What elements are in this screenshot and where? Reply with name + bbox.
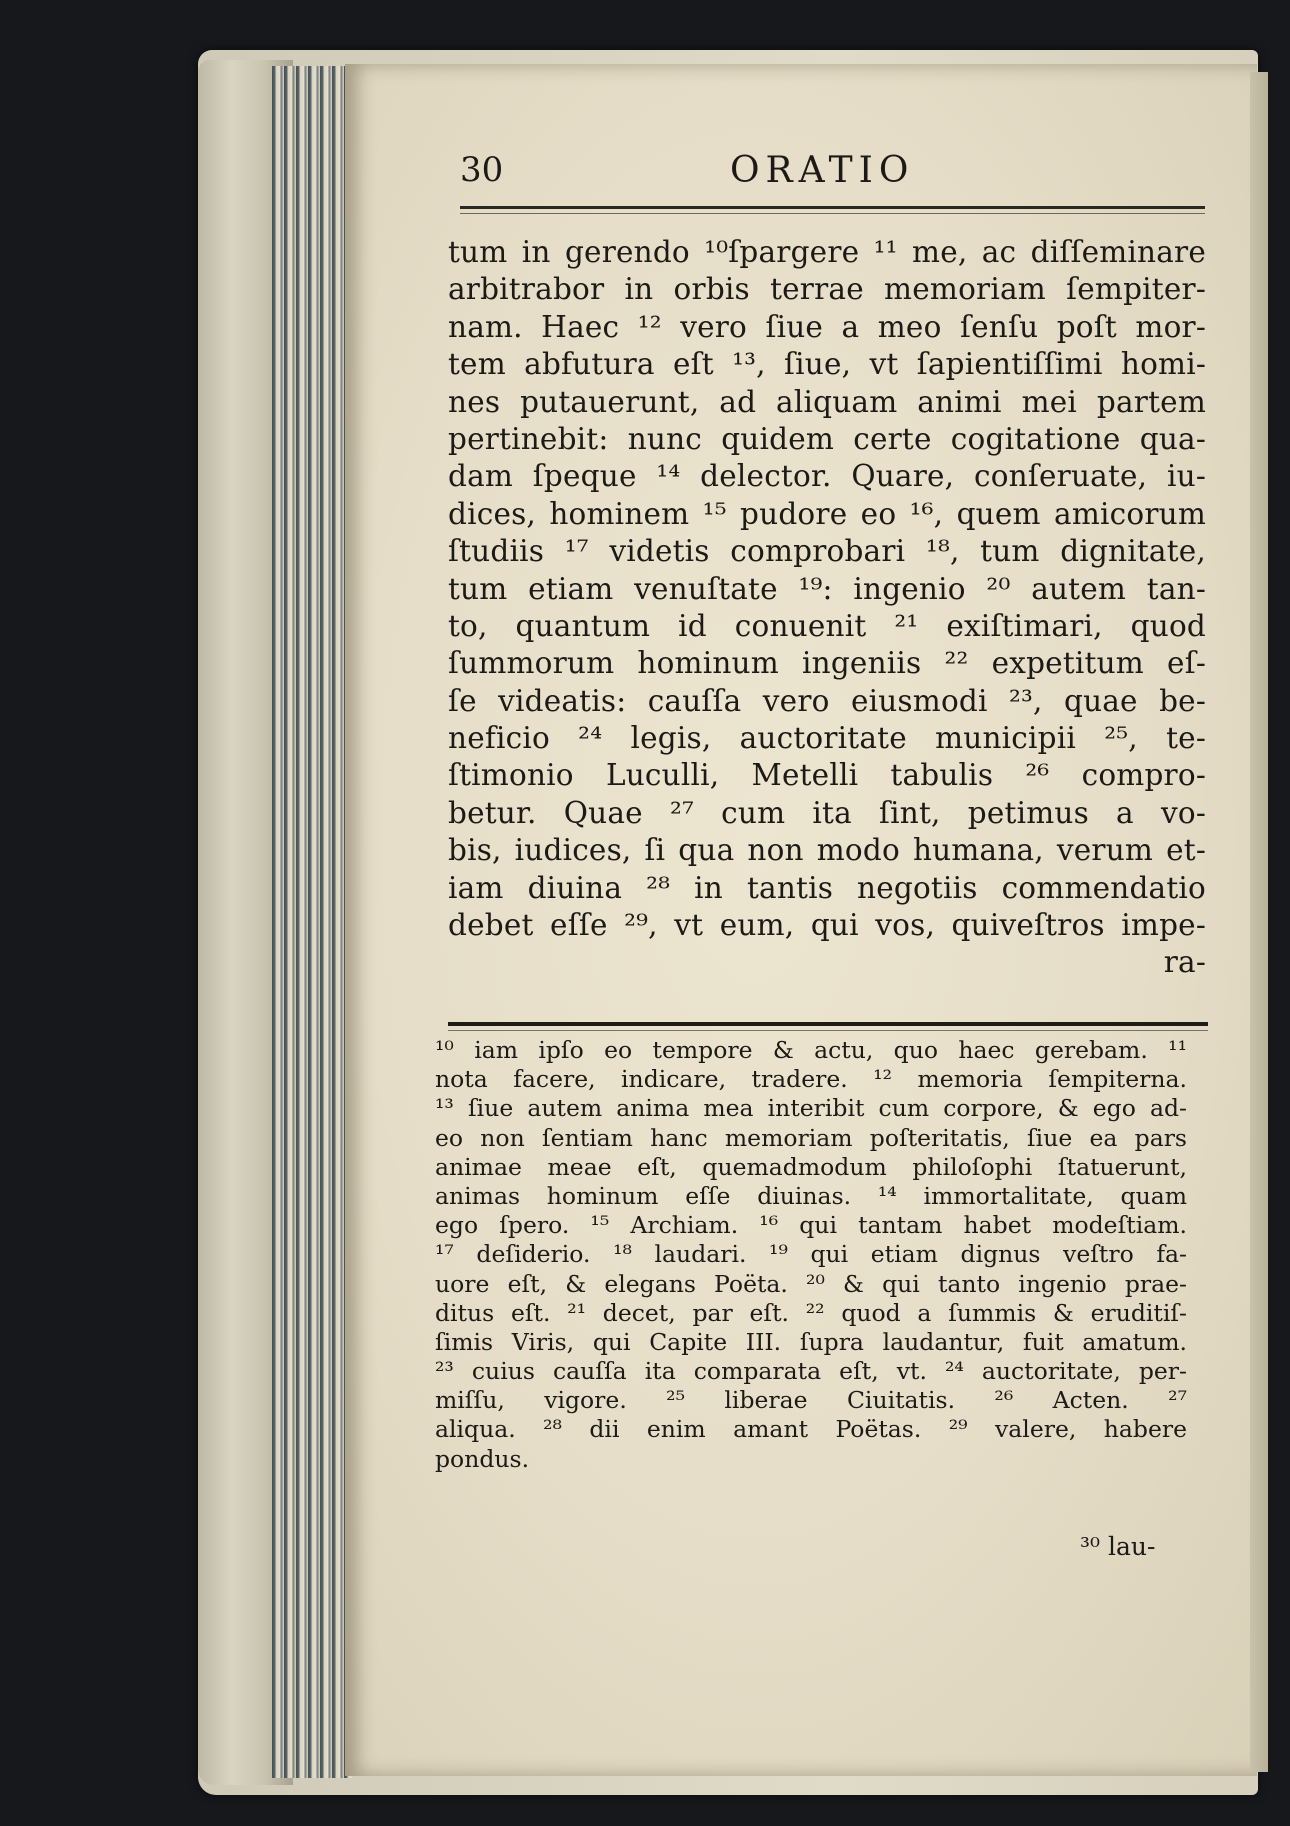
footnote-line: animae meae eſt, quemadmodum philoſophi ſtatuerunt, <box>435 1152 1187 1181</box>
body-line: ſtimonio Luculli, Metelli tabulis ²⁶ compro- <box>448 758 1206 793</box>
body-line: bis, iudices, ſi qua non modo humana, verum et- <box>448 833 1206 868</box>
body-line: tem abfutura eſt ¹³, ſiue, vt ſapientiſſimi homi- <box>448 347 1206 382</box>
page-right-edge <box>1250 72 1268 1772</box>
body-line: debet eſſe ²⁹, vt eum, qui vos, quiveſtros impe- <box>448 908 1206 943</box>
footnote-line: uore eſt, & elegans Poëta. ²⁰ & qui tanto ingenio prae- <box>435 1269 1187 1298</box>
footnote-rule <box>448 1022 1208 1026</box>
page-number: 30 <box>460 150 504 190</box>
body-line: ſtudiis ¹⁷ videtis comprobari ¹⁸, tum dignitate, <box>448 534 1206 569</box>
body-line: nes putauerunt, ad aliquam animi mei partem <box>448 384 1206 419</box>
body-line: iam diuina ²⁸ in tantis negotiis commendatio <box>448 870 1206 905</box>
body-line: ſummorum hominum ingeniis ²² expetitum eſ- <box>448 646 1206 681</box>
footnote-line: animas hominum eſſe diuinas. ¹⁴ immortalitate, quam <box>435 1181 1187 1210</box>
header-rule-thin <box>460 213 1205 214</box>
footnote-line: miſſu, vigore. ²⁵ liberae Ciuitatis. ²⁶ Acten. ²⁷ <box>435 1386 1187 1415</box>
footnote-line: nota facere, indicare, tradere. ¹² memoria ſempiterna. <box>435 1065 1187 1094</box>
body-line: neficio ²⁴ legis, auctoritate municipii ²⁵, te- <box>448 721 1206 756</box>
footnote-line: ego ſpero. ¹⁵ Archiam. ¹⁶ qui tantam habet modeſtiam. <box>435 1211 1187 1240</box>
body-line: ra- <box>1163 945 1206 980</box>
page-edges <box>272 66 352 1778</box>
body-text <box>448 234 1206 982</box>
body-line: nam. Haec ¹² vero ſiue a meo ſenſu poſt mor- <box>448 309 1206 344</box>
catchword: ³⁰ lau- <box>1080 1532 1156 1561</box>
body-line: dices, hominem ¹⁵ pudore eo ¹⁶, quem amicorum <box>448 496 1206 531</box>
footnote-line: ¹³ ſiue autem anima mea interibit cum corpore, & ego ad- <box>435 1094 1187 1123</box>
header-rule <box>460 206 1205 209</box>
body-line: tum etiam venuſtate ¹⁹: ingenio ²⁰ autem tan- <box>448 571 1206 606</box>
footnote-line: pondus. <box>435 1444 530 1473</box>
footnote-line: ¹⁰ iam ipſo eo tempore & actu, quo haec gerebam. ¹¹ <box>435 1036 1187 1064</box>
footnote-rule-thin <box>448 1030 1208 1031</box>
footnote-line: ²³ cuius cauſſa ita comparata eſt, vt. ²⁴ auctoritate, per- <box>435 1357 1187 1386</box>
body-line: to, quantum id conuenit ²¹ exiſtimari, quod <box>448 608 1206 643</box>
footnote-line: ſimis Viris, qui Capite III. ſupra laudantur, fuit amatum. <box>435 1327 1187 1356</box>
footnote-line: eo non ſentiam hanc memoriam poſteritatis, ſiue ea pars <box>435 1123 1187 1152</box>
body-line: ſe videatis: cauſſa vero eiusmodi ²³, quae be- <box>448 683 1206 718</box>
body-line: arbitrabor in orbis terrae memoriam ſempiter- <box>448 272 1206 307</box>
body-line: pertinebit: nunc quidem certe cogitatione qua- <box>448 421 1206 456</box>
body-line: tum in gerendo ¹⁰ſpargere ¹¹ me, ac diſſeminare <box>448 235 1206 269</box>
body-line: dam ſpeque ¹⁴ delector. Quare, conſeruate, iu- <box>448 459 1206 494</box>
footnote-line: ditus eſt. ²¹ decet, par eſt. ²² quod a ſummis & eruditiſ- <box>435 1298 1187 1327</box>
footnote-line: aliqua. ²⁸ dii enim amant Poëtas. ²⁹ valere, habere <box>435 1415 1187 1444</box>
footnote-line: ¹⁷ deſiderio. ¹⁸ laudari. ¹⁹ qui etiam dignus veſtro fa- <box>435 1240 1187 1269</box>
footnotes <box>435 1036 1187 1474</box>
body-line: betur. Quae ²⁷ cum ita ſint, petimus a vo- <box>448 795 1206 830</box>
running-head: ORATIO <box>730 150 915 191</box>
